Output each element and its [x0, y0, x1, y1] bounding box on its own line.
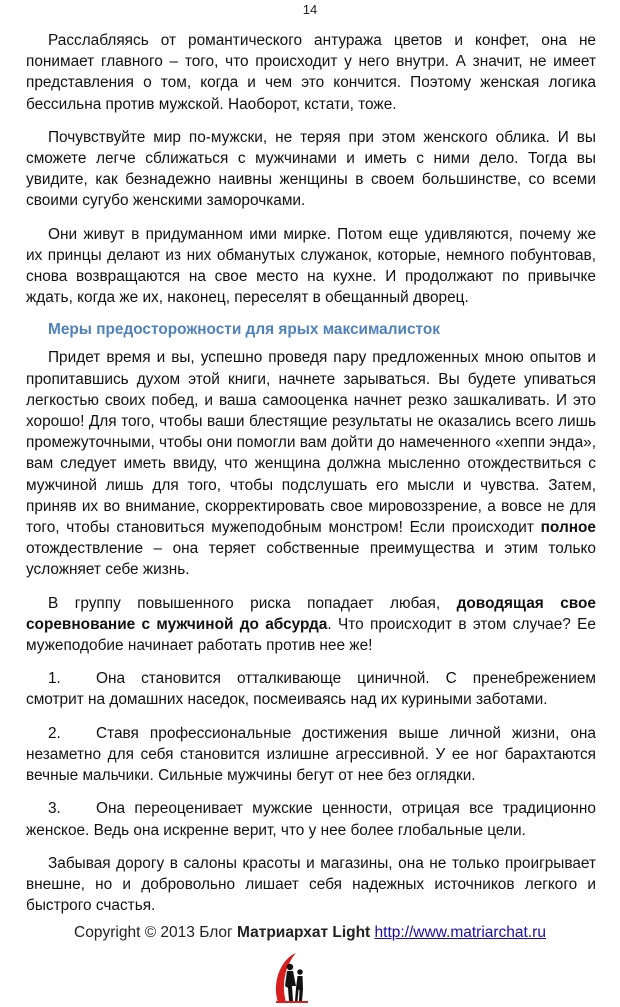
footer	[0, 924, 620, 942]
paragraph-6: Забывая дорогу в салоны красоты и магазины, она не только проигрывает внешне, но и добровольно лишает себя надежных источников легкого и быстрого счастья.	[26, 854, 596, 915]
list-item-number: 1.	[48, 670, 61, 688]
paragraph-5-text-a: В группу повышенного риска попадает любая,	[48, 594, 457, 612]
paragraph-5-bold: доводящая свое соревнование с мужчиной до абсурда	[26, 594, 596, 633]
paragraph-1: Расслабляясь от романтического антуража цветов и конфет, она не понимает главного – того, что происходит у него внутри. А значит, не имеет представления о том, когда и чем это кончится. Поэтому женская логика бессильна против мужской. Наоборот, кстати, тоже.	[26, 32, 596, 113]
list-item	[26, 668, 596, 710]
page-number: 14	[302, 2, 318, 17]
list-item-text: Она переоценивает мужские ценности, отрицая все традиционно женское. Ведь она искренне верит, что у нее более глобальные цели.	[26, 800, 596, 839]
paragraph-4-text-a: Придет время и вы, успешно проведя пару предложенных мною опытов и пропитавшись духом этой книги, начнете зарываться. Вы будете упиваться легкостью своих побед, и ваша самооценка начнет резко зашкаливать. И это хорошо! Для того, чтобы ваши блестящие результаты не оказались всего лишь промежуточными, чтобы они помогли вам дойти до намеченного «хеппи энда», вам следует иметь ввиду, что женщина должна мысленно отождествиться с мужчиной лишь для того, чтобы подслушать его мысли и чувства. Затем, приняв их во внимание, скорректировать свое мировоззрение, а вовсе не для того, чтобы становиться мужеподобным монстром! Если происходит	[26, 349, 596, 537]
list-item-text: Ставя профессиональные достижения выше личной жизни, она незаметно для себя становится излишне агрессивной. У ее ног барахтаются вечные мальчики. Сильные мужчины бегут от нее без оглядки.	[26, 724, 596, 785]
list-item-number: 2.	[48, 724, 61, 742]
section-heading: Меры предосторожности для ярых максималисток	[48, 321, 440, 339]
list-item-text: Она становится отталкивающе циничной. С пренебрежением смотрит на домашних наседок, посмеиваясь над их куриными заботами.	[26, 670, 596, 709]
paragraph-4-text-b: отождествление – она теряет собственные преимущества и этим только усложняет себе жизнь.	[26, 540, 596, 579]
matriarchat-logo-icon	[272, 950, 312, 1004]
list-item-number: 3.	[48, 800, 61, 818]
paragraph-5	[26, 593, 596, 657]
paragraph-2: Почувствуйте мир по-мужски, не теряя при этом женского облика. И вы сможете легче сближаться с мужчинами и иметь с ними дело. Тогда вы увидите, как безнадежно наивны женщины в своем большинстве, со всеми своими сугубо женскими заморочками.	[26, 128, 596, 210]
document-body	[26, 30, 596, 928]
footer-copyright: Copyright © 2013 Блог	[74, 924, 238, 941]
list-item	[26, 723, 596, 787]
footer-brand: Матриархат Light	[237, 924, 371, 941]
paragraph-3: Они живут в придуманном ими мирке. Потом еще удивляются, почему же их принцы делают из них обманутых служанок, которые, немного побунтовав, снова возвращаются на свое место на кухне. И продолжают по привычке ждать, когда же их, наконец, переселят в обещанный дворец.	[26, 225, 596, 307]
paragraph-5-text-b: . Что происходит в этом случае? Ее мужеподобие начинает работать против нее же!	[26, 615, 596, 655]
footer-link[interactable]: http://www.matriarchat.ru	[374, 924, 546, 941]
paragraph-4-bold: полное	[540, 519, 596, 537]
list-item	[26, 798, 596, 840]
paragraph-4	[26, 347, 596, 580]
